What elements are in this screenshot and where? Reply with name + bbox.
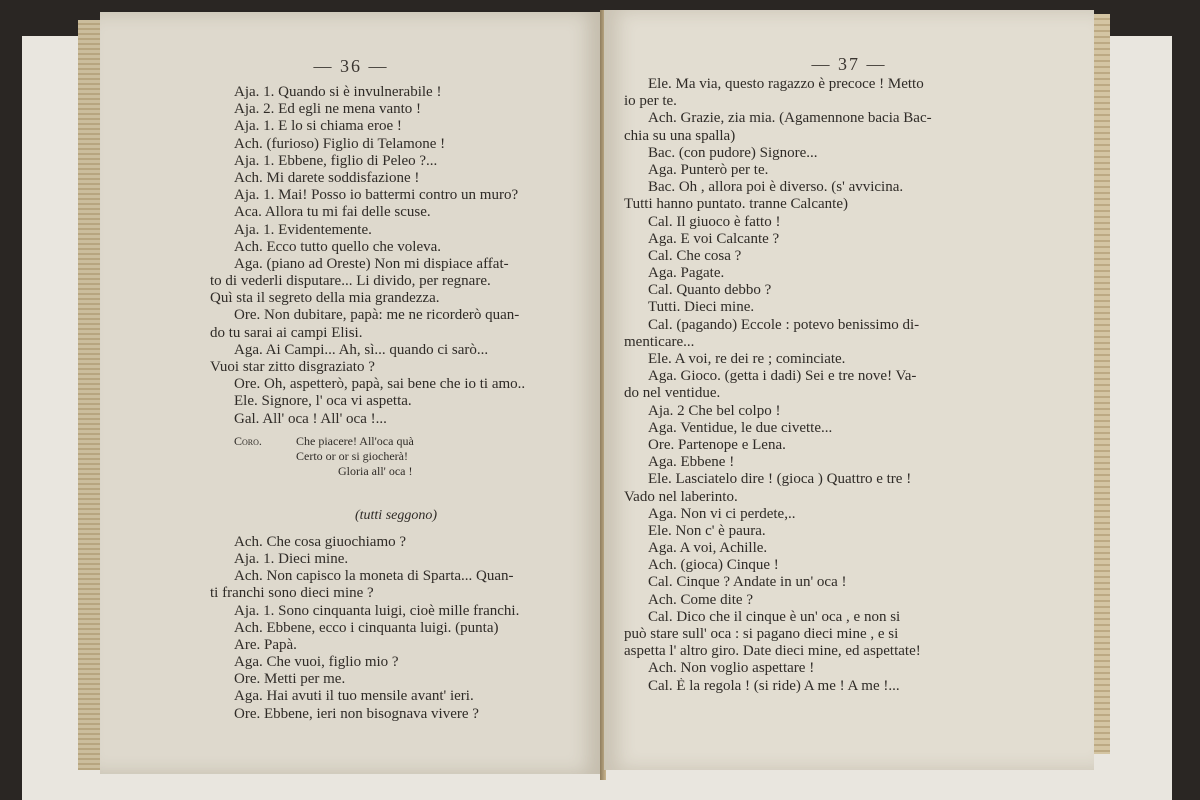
text-line: Aja. 1. Ebbene, figlio di Peleo ?... bbox=[234, 152, 438, 169]
text-line: Aja. 2 Che bel colpo ! bbox=[648, 402, 781, 419]
text-line: Ore. Metti per me. bbox=[234, 671, 346, 688]
text-line: Aga. Non vi ci perdete,.. bbox=[648, 505, 796, 522]
text-line: Aga. Pagate. bbox=[648, 265, 725, 282]
text-line: Ele. A voi, re dei re ; cominciate. bbox=[648, 351, 846, 367]
left-text-column bbox=[210, 84, 582, 723]
text-line: io per te. bbox=[624, 93, 677, 110]
page-number-37: — 37 — bbox=[811, 54, 887, 74]
text-line: Quì sta il segreto della mia grandezza. bbox=[210, 290, 440, 307]
text-line: Aga. Ebbene ! bbox=[648, 454, 735, 471]
text-line: Vuoi star zitto disgraziato ? bbox=[210, 359, 375, 375]
text-line: Ach. Ebbene, ecco i cinquanta luigi. (punta) bbox=[234, 619, 499, 636]
text-line: Ach. Non voglio aspettare ! bbox=[648, 660, 815, 677]
text-line: Gal. All' oca ! All' oca !... bbox=[234, 410, 387, 427]
text-line: menticare... bbox=[624, 333, 695, 350]
text-line: Aga. A voi, Achille. bbox=[648, 540, 768, 557]
text-line: Aga. Ventidue, le due civette... bbox=[648, 419, 833, 436]
text-line: Aja. 1. Quando si è invulnerabile ! bbox=[234, 84, 442, 100]
text-line: può stare sull' oca : si pagano dieci mine , e si bbox=[624, 626, 899, 642]
text-line: Cal. Dico che il cinque è un' oca , e non si bbox=[648, 608, 901, 625]
text-line: Aga. Hai avuti il tuo mensile avant' ieri. bbox=[234, 688, 474, 705]
text-line: Ach. Grazie, zia mia. (Agamennone bacia Bac- bbox=[648, 110, 932, 127]
left-dialogue-block-2 bbox=[210, 534, 582, 723]
text-line: Ach. Non capisco la moneta di Sparta... Quan- bbox=[234, 568, 514, 585]
text-line: Ore. Ebbene, ieri non bisognava vivere ? bbox=[234, 705, 479, 722]
text-line: Ele. Signore, l' oca vi aspetta. bbox=[234, 393, 412, 410]
text-line: Aja. 1. Sono cinquanta luigi, cioè mille franchi. bbox=[234, 602, 520, 619]
text-line: Cal. Che cosa ? bbox=[648, 247, 742, 264]
song-verse: Gloria all' oca ! bbox=[338, 463, 413, 478]
chorus-song bbox=[210, 434, 582, 502]
text-line: Cal. Il giuoco è fatto ! bbox=[648, 213, 781, 230]
right-text-column bbox=[624, 76, 996, 695]
text-line: Vado nel laberinto. bbox=[624, 488, 738, 505]
text-line: chia su una spalla) bbox=[624, 127, 736, 144]
stage-direction: (tutti seggono) bbox=[354, 507, 438, 523]
text-line: Are. Papà. bbox=[234, 636, 297, 653]
text-line: to di vederli disputare... Li divido, per regnare. bbox=[210, 273, 491, 290]
text-line: Aca. Allora tu mi fai delle scuse. bbox=[234, 204, 431, 221]
text-line: Cal. È la regola ! (si ride) A me ! A me !... bbox=[648, 677, 900, 694]
left-dialogue-block bbox=[210, 84, 582, 428]
text-line: Aga. E voi Calcante ? bbox=[648, 230, 780, 247]
text-line: Aga. Che vuoi, figlio mio ? bbox=[234, 654, 399, 671]
text-line: Aja. 1. Mai! Posso io battermi contro un muro? bbox=[234, 187, 519, 204]
text-line: Cal. Quanto debbo ? bbox=[648, 282, 772, 299]
text-line: Ore. Partenope e Lena. bbox=[648, 436, 786, 453]
text-line: Ore. Oh, aspetterò, papà, sai bene che io ti amo.. bbox=[234, 376, 526, 393]
page-number-36: — 36 — bbox=[313, 56, 389, 76]
text-line: Ele. Non c' è paura. bbox=[648, 522, 766, 539]
text-line: Ele. Lasciatelo dire ! (gioca ) Quattro e tre ! bbox=[648, 471, 912, 488]
text-line: Aja. 2. Ed egli ne mena vanto ! bbox=[234, 101, 422, 118]
song-verse: Certo or or si giocherà! bbox=[296, 448, 408, 463]
text-line: Ach. (gioca) Cinque ! bbox=[648, 557, 779, 574]
text-line: do tu sarai ai campi Elisi. bbox=[210, 324, 363, 341]
text-line: Ach. (furioso) Figlio di Telamone ! bbox=[234, 135, 446, 152]
text-line: Tutti. Dieci mine. bbox=[648, 299, 755, 316]
text-line: Aga. Gioco. (getta i dadi) Sei e tre nove! Va- bbox=[648, 368, 917, 385]
text-line: do nel ventidue. bbox=[624, 385, 721, 402]
song-verse: Che piacere! All'oca quà bbox=[296, 433, 414, 448]
right-dialogue-block bbox=[624, 76, 996, 695]
text-line: Cal. (pagando) Eccole : potevo benissimo di- bbox=[648, 316, 920, 333]
text-line: Cal. Cinque ? Andate in un' oca ! bbox=[648, 574, 847, 591]
text-line: aspetta l' altro giro. Date dieci mine, ed aspettate! bbox=[624, 643, 921, 660]
text-line: Ach. Come dite ? bbox=[648, 591, 753, 608]
chorus-speaker: Coro. bbox=[234, 433, 262, 448]
text-line: Aja. 1. Dieci mine. bbox=[234, 550, 349, 567]
text-line: Ach. Mi darete soddisfazione ! bbox=[234, 169, 420, 186]
text-line: Aga. Ai Campi... Ah, sì... quando ci sarò... bbox=[234, 341, 489, 358]
text-line: Ach. Che cosa giuochiamo ? bbox=[234, 533, 407, 550]
text-line: Bac. Oh , allora poi è diverso. (s' avvicina. bbox=[648, 179, 904, 196]
text-line: Aga. (piano ad Oreste) Non mi dispiace affat- bbox=[234, 255, 509, 272]
text-line: Tutti hanno puntato. tranne Calcante) bbox=[624, 196, 848, 213]
text-line: Ore. Non dubitare, papà: me ne ricorderò quan- bbox=[234, 307, 520, 324]
right-page bbox=[604, 10, 1094, 770]
text-line: ti franchi sono dieci mine ? bbox=[210, 585, 374, 602]
text-line: Aga. Punterò per te. bbox=[648, 161, 769, 178]
left-page bbox=[100, 12, 602, 774]
text-line: Ele. Ma via, questo ragazzo è precoce ! Metto bbox=[648, 76, 924, 92]
text-line: Aja. 1. E lo si chiama eroe ! bbox=[234, 118, 402, 135]
text-line: Ach. Ecco tutto quello che voleva. bbox=[234, 238, 442, 255]
text-line: Bac. (con pudore) Signore... bbox=[648, 144, 818, 161]
text-line: Aja. 1. Evidentemente. bbox=[234, 221, 372, 238]
